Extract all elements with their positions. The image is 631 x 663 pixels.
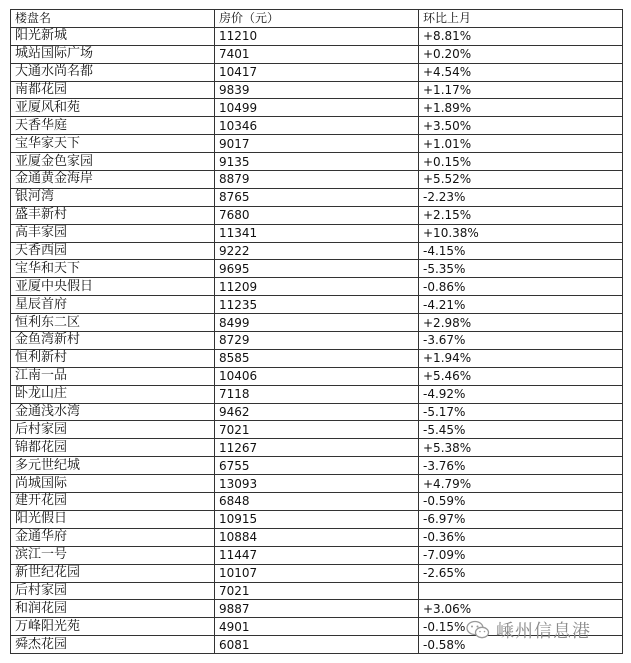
cell-name: 城站国际广场	[11, 45, 215, 63]
cell-name: 亚厦风和苑	[11, 99, 215, 117]
cell-name: 银河湾	[11, 188, 215, 206]
table-row	[11, 63, 623, 81]
cell-mom-change: +1.94%	[419, 349, 623, 367]
cell-name: 滨江一号	[11, 546, 215, 564]
cell-name: 万峰阳光苑	[11, 618, 215, 636]
cell-name: 恒利新村	[11, 349, 215, 367]
cell-mom-change: +1.17%	[419, 81, 623, 99]
cell-name: 南都花园	[11, 81, 215, 99]
cell-mom-change: -5.17%	[419, 403, 623, 421]
cell-price: 6848	[215, 493, 419, 511]
table-row	[11, 636, 623, 654]
cell-name: 宝华家天下	[11, 135, 215, 153]
cell-name: 高丰家园	[11, 224, 215, 242]
table-row	[11, 260, 623, 278]
cell-mom-change: -0.36%	[419, 528, 623, 546]
cell-price: 9017	[215, 135, 419, 153]
cell-price: 6755	[215, 457, 419, 475]
cell-price: 13093	[215, 475, 419, 493]
cell-mom-change: -2.65%	[419, 564, 623, 582]
cell-price: 9462	[215, 403, 419, 421]
cell-name: 阳光新城	[11, 27, 215, 45]
cell-name: 恒利东二区	[11, 314, 215, 332]
cell-price: 11447	[215, 546, 419, 564]
table-row	[11, 582, 623, 600]
cell-price: 7680	[215, 206, 419, 224]
cell-name: 和润花园	[11, 600, 215, 618]
cell-price: 9695	[215, 260, 419, 278]
table-row	[11, 332, 623, 350]
column-header-mom-change: 环比上月	[419, 10, 623, 28]
cell-name: 卧龙山庄	[11, 385, 215, 403]
cell-price: 7021	[215, 421, 419, 439]
table-row	[11, 188, 623, 206]
cell-mom-change: -2.23%	[419, 188, 623, 206]
cell-price: 4901	[215, 618, 419, 636]
table-row	[11, 421, 623, 439]
table-row	[11, 45, 623, 63]
cell-mom-change: -4.92%	[419, 385, 623, 403]
cell-price: 10346	[215, 117, 419, 135]
cell-mom-change: +10.38%	[419, 224, 623, 242]
cell-price: 6081	[215, 636, 419, 654]
cell-mom-change: -0.58%	[419, 636, 623, 654]
cell-price: 8765	[215, 188, 419, 206]
cell-mom-change: +1.89%	[419, 99, 623, 117]
watermark-text: 嵊州信息港	[496, 621, 591, 642]
cell-mom-change: +0.20%	[419, 45, 623, 63]
cell-mom-change: +5.52%	[419, 171, 623, 189]
table-row	[11, 457, 623, 475]
cell-mom-change: -3.67%	[419, 332, 623, 350]
cell-mom-change: +3.06%	[419, 600, 623, 618]
cell-mom-change: +1.01%	[419, 135, 623, 153]
cell-name: 阳光假日	[11, 510, 215, 528]
cell-name: 多元世纪城	[11, 457, 215, 475]
table-row	[11, 99, 623, 117]
cell-price: 10406	[215, 367, 419, 385]
cell-price: 9222	[215, 242, 419, 260]
table-row	[11, 564, 623, 582]
cell-price: 11267	[215, 439, 419, 457]
cell-price: 8499	[215, 314, 419, 332]
cell-mom-change: -7.09%	[419, 546, 623, 564]
column-header-name: 楼盘名	[11, 10, 215, 28]
column-header-price: 房价（元）	[215, 10, 419, 28]
table-row	[11, 367, 623, 385]
table-row	[11, 403, 623, 421]
cell-price: 7118	[215, 385, 419, 403]
table-row	[11, 296, 623, 314]
cell-price: 9839	[215, 81, 419, 99]
table-row	[11, 81, 623, 99]
cell-price: 11210	[215, 27, 419, 45]
table-row	[11, 135, 623, 153]
table-row	[11, 242, 623, 260]
cell-price: 11209	[215, 278, 419, 296]
cell-name: 锦都花园	[11, 439, 215, 457]
cell-price: 11235	[215, 296, 419, 314]
table-body	[11, 27, 623, 653]
cell-name: 星辰首府	[11, 296, 215, 314]
cell-mom-change: +8.81%	[419, 27, 623, 45]
cell-price: 9887	[215, 600, 419, 618]
table-row	[11, 171, 623, 189]
cell-name: 江南一品	[11, 367, 215, 385]
cell-mom-change: -0.59%	[419, 493, 623, 511]
cell-name: 建开花园	[11, 493, 215, 511]
table-row	[11, 510, 623, 528]
cell-name: 后村家园	[11, 421, 215, 439]
table-row	[11, 618, 623, 636]
cell-mom-change: -6.97%	[419, 510, 623, 528]
table-row	[11, 278, 623, 296]
cell-name: 舜杰花园	[11, 636, 215, 654]
cell-mom-change: +5.46%	[419, 367, 623, 385]
cell-mom-change: +4.79%	[419, 475, 623, 493]
table-row	[11, 224, 623, 242]
cell-price: 10107	[215, 564, 419, 582]
cell-mom-change: +0.15%	[419, 153, 623, 171]
cell-mom-change: -3.76%	[419, 457, 623, 475]
table-row	[11, 475, 623, 493]
cell-price: 7401	[215, 45, 419, 63]
table-row	[11, 153, 623, 171]
cell-mom-change: -0.15%	[419, 618, 623, 636]
cell-mom-change: +4.54%	[419, 63, 623, 81]
cell-name: 金通浅水湾	[11, 403, 215, 421]
table-row	[11, 349, 623, 367]
cell-name: 大通水尚名都	[11, 63, 215, 81]
cell-price: 10417	[215, 63, 419, 81]
cell-name: 亚厦中央假日	[11, 278, 215, 296]
cell-mom-change: +2.98%	[419, 314, 623, 332]
cell-name: 天香西园	[11, 242, 215, 260]
cell-mom-change: +5.38%	[419, 439, 623, 457]
housing-price-table	[10, 9, 623, 654]
cell-name: 金通黄金海岸	[11, 171, 215, 189]
cell-price: 8585	[215, 349, 419, 367]
housing-price-sheet	[10, 9, 622, 654]
cell-price: 10884	[215, 528, 419, 546]
cell-name: 后村家园	[11, 582, 215, 600]
cell-mom-change: -0.86%	[419, 278, 623, 296]
cell-name: 天香华庭	[11, 117, 215, 135]
cell-mom-change: +2.15%	[419, 206, 623, 224]
table-row	[11, 385, 623, 403]
cell-mom-change	[419, 582, 623, 600]
table-row	[11, 206, 623, 224]
cell-price: 10499	[215, 99, 419, 117]
cell-price: 8729	[215, 332, 419, 350]
header-row	[11, 10, 623, 28]
cell-mom-change: -4.21%	[419, 296, 623, 314]
cell-name: 金鱼湾新村	[11, 332, 215, 350]
table-row	[11, 493, 623, 511]
cell-name: 金通华府	[11, 528, 215, 546]
cell-name: 尚城国际	[11, 475, 215, 493]
cell-mom-change: -5.35%	[419, 260, 623, 278]
cell-mom-change: -4.15%	[419, 242, 623, 260]
cell-price: 11341	[215, 224, 419, 242]
table-row	[11, 117, 623, 135]
table-row	[11, 600, 623, 618]
cell-name: 盛丰新村	[11, 206, 215, 224]
table-row	[11, 27, 623, 45]
cell-price: 10915	[215, 510, 419, 528]
cell-name: 新世纪花园	[11, 564, 215, 582]
table-row	[11, 546, 623, 564]
cell-price: 9135	[215, 153, 419, 171]
table-row	[11, 314, 623, 332]
cell-mom-change: -5.45%	[419, 421, 623, 439]
table-row	[11, 528, 623, 546]
cell-name: 亚厦金色家园	[11, 153, 215, 171]
cell-name: 宝华和天下	[11, 260, 215, 278]
cell-price: 8879	[215, 171, 419, 189]
table-row	[11, 439, 623, 457]
cell-price: 7021	[215, 582, 419, 600]
cell-mom-change: +3.50%	[419, 117, 623, 135]
